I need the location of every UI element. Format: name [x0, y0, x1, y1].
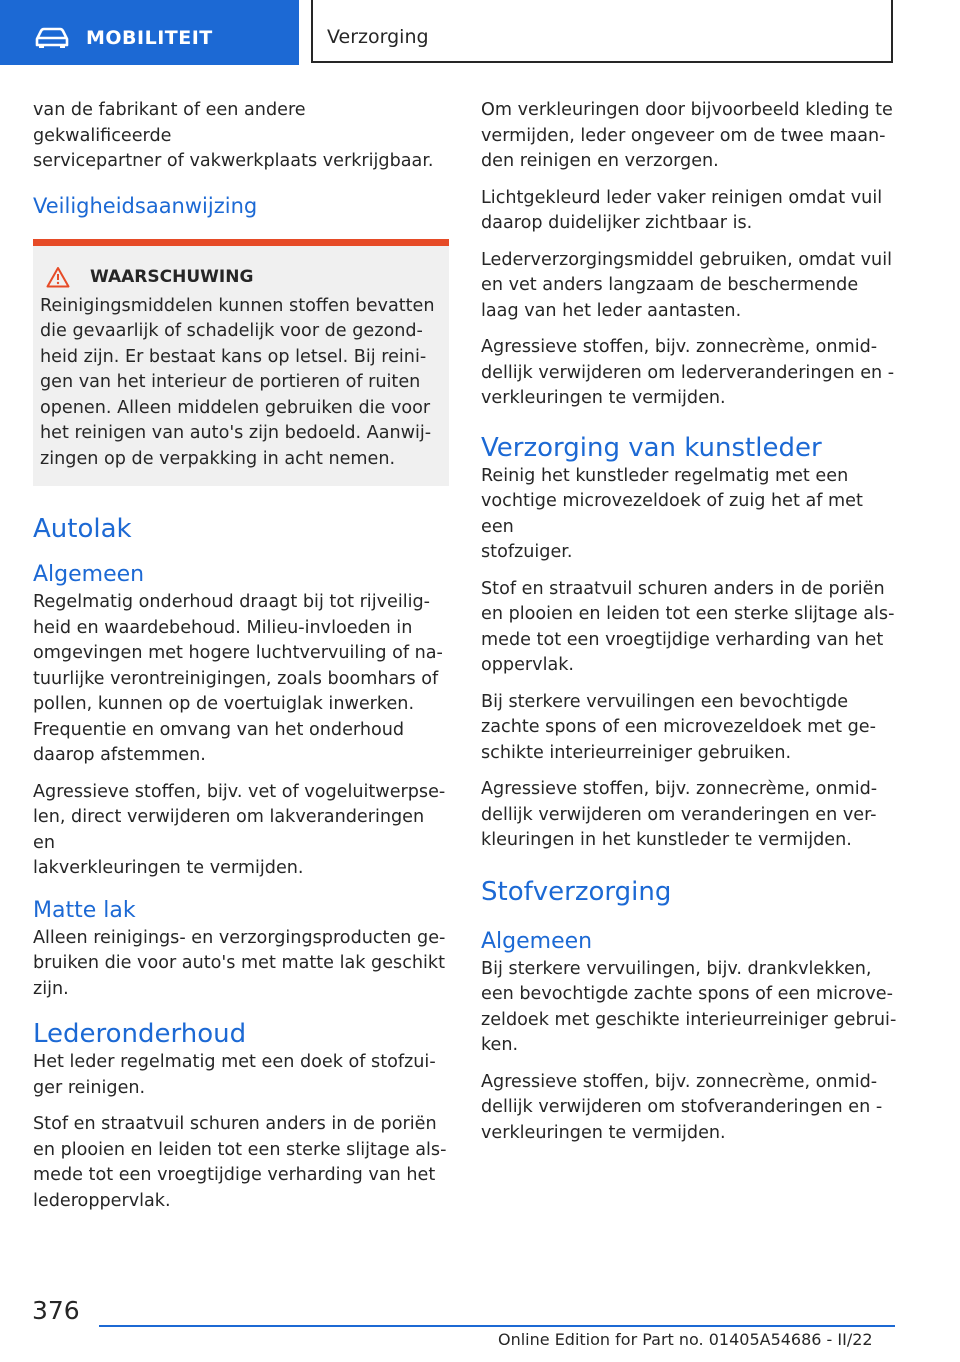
section-tab-mobiliteit[interactable] — [0, 0, 299, 65]
matte-lak-paragraph: Alleen reinigings- en verzorgingsproducten ge- bruiken die voor auto's met matte lak geschikt zijn. — [33, 927, 446, 999]
page-header — [0, 0, 960, 66]
edition-note: Online Edition for Part no. 01405A54686 - II/22 — [498, 1330, 873, 1349]
autolak-heading: Autolak — [33, 514, 132, 544]
lederonderhoud-paragraph-2: Stof en straatvuil schuren anders in de poriën en plooien en leiden tot een sterke slijtage als- mede tot een vroegtijdige verharding van het lederoppervlak. — [33, 1114, 447, 1211]
chapter-tab — [311, 0, 893, 63]
footer-divider — [99, 1325, 895, 1327]
right-column — [481, 98, 899, 1157]
section-tab-label: MOBILITEIT — [86, 27, 213, 49]
page-number: 376 — [32, 1296, 80, 1325]
algemeen-heading: Algemeen — [33, 562, 145, 587]
matte-lak-heading: Matte lak — [33, 897, 136, 923]
lederonderhoud-heading: Lederonderhoud — [33, 1019, 247, 1049]
stof-algemeen-heading: Algemeen — [481, 928, 593, 954]
kunstleder-paragraph-2: Stof en straatvuil schuren anders in de poriën en plooien en leiden tot een sterke slijtage als- mede tot een vroegtijdige verharding van het oppervlak. — [481, 578, 895, 675]
algemeen-paragraph-1: Regelmatig onderhoud draagt bij tot rijveilig- heid en waardebehoud. Milieu-invloeden in omgevingen met hogere luchtvervuiling of na- tuurlijke verontreinigingen, zoals boomhars of pollen, kunnen op de voertuiglak inwerken. Frequentie en omvang van het onderhoud daarop afstemmen. — [33, 592, 443, 765]
left-column — [33, 98, 449, 1225]
warning-title-row — [40, 266, 441, 288]
intro-paragraph: van de fabrikant of een andere gekwalificeerde servicepartner of vakwerkplaats verkrijgbaar. — [33, 100, 434, 171]
algemeen-paragraph-2: Agressieve stoffen, bijv. vet of vogeluitwerpse- len, direct verwijderen om lakveranderingen en lakverkleuringen te vermijden. — [33, 781, 446, 878]
leder-paragraph-4: Agressieve stoffen, bijv. zonnecrème, onmid- dellijk verwijderen om lederveranderingen en - verkleuringen te vermijden. — [481, 337, 895, 408]
chapter-title: Verzorging — [327, 26, 429, 48]
kunstleder-paragraph-1: Reinig het kunstleder regelmatig met een vochtige microvezeldoek of zuig het af met een stofzuiger. — [481, 465, 863, 562]
kunstleder-paragraph-3: Bij sterkere vervuilingen een bevochtigde zachte spons of een microvezeldoek met ge- schikte interieurreiniger gebruiken. — [481, 691, 876, 763]
warning-title: WAARSCHUWING — [90, 266, 254, 287]
safety-heading: Veiligheidsaanwijzing — [33, 193, 258, 218]
stofverzorging-heading: Stofverzorging — [481, 876, 672, 907]
leder-paragraph-3: Lederverzorgingsmiddel gebruiken, omdat vuil en vet anders langzaam de beschermende laag van het leder aantasten. — [481, 249, 892, 321]
warning-triangle-icon — [46, 266, 70, 288]
warning-box — [33, 239, 449, 487]
lederonderhoud-paragraph-1: Het leder regelmatig met een doek of stofzui- ger reinigen. — [33, 1052, 436, 1098]
leder-paragraph-1: Om verkleuringen door bijvoorbeeld kleding te vermijden, leder ongeveer om de twee maan- den reinigen en verzorgen. — [481, 100, 893, 171]
leder-paragraph-2: Lichtgekleurd leder vaker reinigen omdat vuil daarop duidelijker zichtbaar is. — [481, 187, 883, 233]
warning-text: Reinigingsmiddelen kunnen stoffen bevatten die gevaarlijk of schadelijk voor de gezond- heid zijn. Er bestaat kans op letsel. Bij reini- gen van het interieur de portieren of ruiten openen. Alleen middelen gebruiken die voor het reinigen van auto's zijn bedoeld. Aanwij- zingen op de verpakking in acht nemen. — [40, 295, 435, 469]
stof-paragraph-1: Bij sterkere vervuilingen, bijv. drankvlekken, een bevochtigde zachte spons of een microve- zeldoek met geschikte interieurreiniger gebrui- ken. — [481, 958, 897, 1055]
car-icon — [34, 27, 70, 49]
stof-paragraph-2: Agressieve stoffen, bijv. zonnecrème, onmid- dellijk verwijderen om stofveranderingen en - verkleuringen te vermijden. — [481, 1071, 883, 1143]
kunstleder-paragraph-4: Agressieve stoffen, bijv. zonnecrème, onmid- dellijk verwijderen om veranderingen en ver- kleuringen in het kunstleder te vermijden. — [481, 779, 878, 850]
kunstleder-heading: Verzorging van kunstleder — [481, 432, 822, 463]
